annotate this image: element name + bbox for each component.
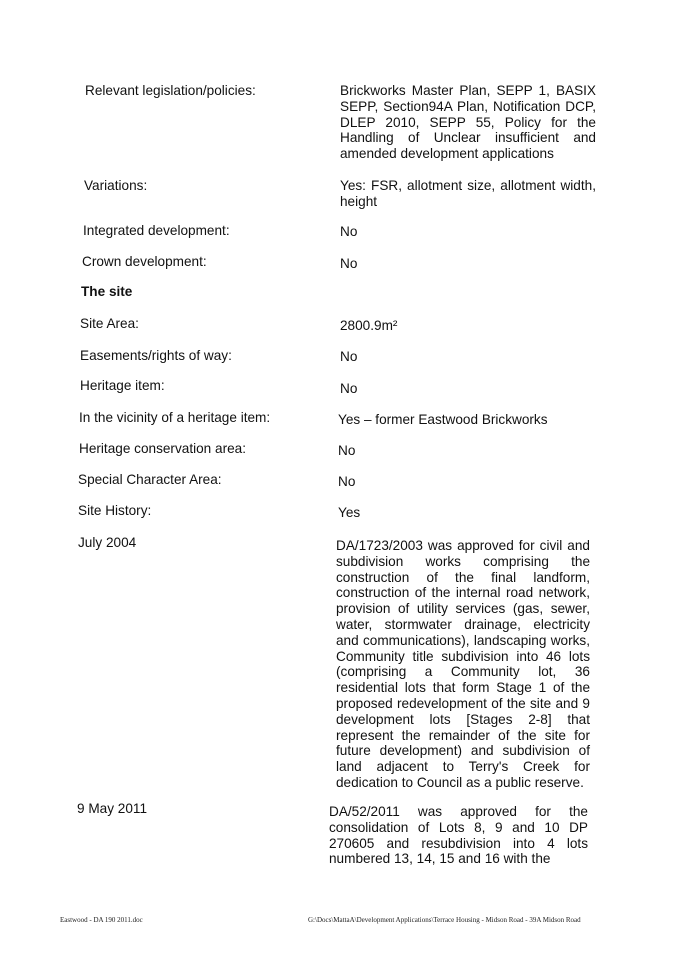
label-heritage-conservation: Heritage conservation area: <box>79 441 246 456</box>
label-history-may-2011: 9 May 2011 <box>77 801 148 816</box>
value-legislation: Brickworks Master Plan, SEPP 1, BASIX SEPP, Section94A Plan, Notification DCP, DLEP 2010, SEPP 55, Policy for the Handling of Unclear insufficient and amended development applications <box>340 83 596 162</box>
label-site-history: Site History: <box>78 503 152 518</box>
footer-filename: Eastwood - DA 190 2011.doc <box>60 916 143 924</box>
section-heading-the-site: The site <box>81 284 133 299</box>
value-heritage-item: No <box>340 381 358 396</box>
label-history-july-2004: July 2004 <box>78 535 137 550</box>
label-legislation: Relevant legislation/policies: <box>85 83 256 98</box>
label-heritage-item: Heritage item: <box>80 378 165 393</box>
value-special-character: No <box>338 474 356 489</box>
label-variations: Variations: <box>84 178 148 193</box>
label-easements: Easements/rights of way: <box>80 348 232 363</box>
label-special-character: Special Character Area: <box>78 472 222 487</box>
value-site-history: Yes <box>338 505 361 520</box>
value-history-july-2004: DA/1723/2003 was approved for civil and subdivision works comprising the construction of the final landform, construction of the internal road network, provision of utility services (gas, sewer, water, stormwater drainage, electricity and communications), landscaping works, Community title subdivision into 46 lots (comprising a Community lot, 36 residential lots that form Stage 1 of the proposed redevelopment of the site and 9 development lots [Stages 2-8] that represent the remainder of the site for future development) and subdivision of land adjacent to Terry's Creek for dedication to Council as a public reserve. <box>336 538 590 790</box>
label-site-area: Site Area: <box>80 316 139 331</box>
value-easements: No <box>340 349 358 364</box>
value-integrated-development: No <box>340 224 358 239</box>
footer-path: G:\Docs\MattaA\Development Applications\Terrace Housing - Midson Road - 39A Midson Road <box>308 916 581 924</box>
value-heritage-conservation: No <box>338 443 356 458</box>
value-crown-development: No <box>340 256 358 271</box>
value-site-area: 2800.9m² <box>340 318 398 333</box>
value-history-may-2011: DA/52/2011 was approved for the consolidation of Lots 8, 9 and 10 DP 270605 and resubdivision into 4 lots numbered 13, 14, 15 and 16 with the <box>329 804 588 867</box>
value-variations: Yes: FSR, allotment size, allotment width, height <box>340 178 596 209</box>
label-crown-development: Crown development: <box>82 254 207 269</box>
value-heritage-vicinity: Yes – former Eastwood Brickworks <box>338 412 548 427</box>
label-integrated-development: Integrated development: <box>83 223 230 238</box>
label-heritage-vicinity: In the vicinity of a heritage item: <box>79 410 271 425</box>
